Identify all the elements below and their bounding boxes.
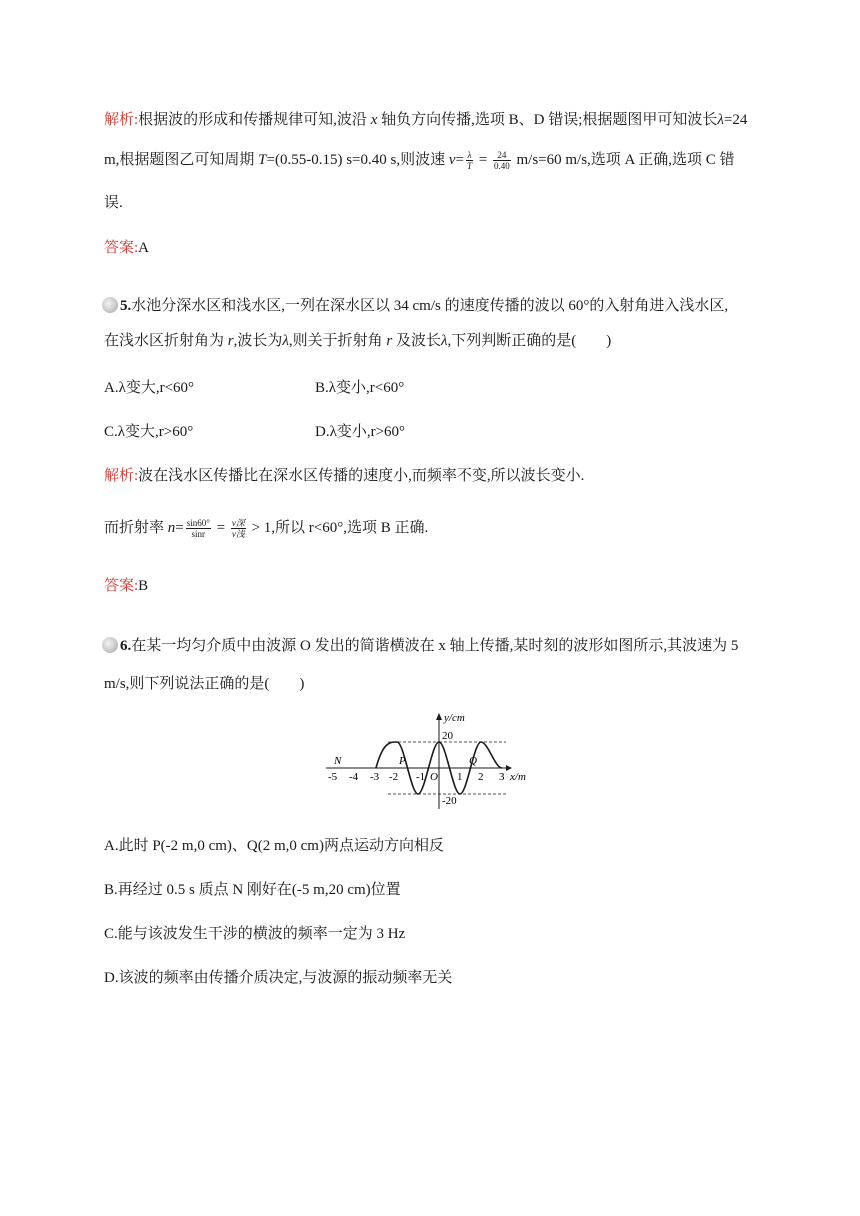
q5-option-d: D.λ变小,r>60° [315,424,406,440]
point-q-label: Q [469,755,477,767]
answer-label: 答案: [104,240,139,256]
q5-analysis-line-1: 解析:波在浅水区传播比在深水区传播的速度小,而频率不变,所以波长变小. [104,468,585,484]
q5-stem-line-1: 5.水池分深水区和浅水区,一列在深水区以 34 cm/s 的速度传播的波以 60°的入射角进入浅水区, [102,296,728,316]
q6-stem-line-1: 6.在某一均匀介质中由波源 O 发出的简谐横波在 x 轴上传播,某时刻的波形如图所示,其波速为 5 [102,636,738,656]
question-bullet-icon [102,297,118,313]
fraction-v-deep-over-v-shallow: $\frac{\text{v深}}{\text{v浅}}$ [231,518,245,540]
wave-figure [326,711,546,811]
q5-analysis-line-2: 而折射率 n= $\frac{\sin 60^\circ}{\sin r}$ = $\frac{\text{v深}}{\text{v浅}}$ > 1,所以 r<60°,选项 B 正确. [104,518,429,540]
q6-option-a: A.此时 P(-2 m,0 cm)、Q(2 m,0 cm)两点运动方向相反 [104,838,444,854]
x-tick-2: 2 [478,771,484,783]
question-bullet-icon [102,637,118,653]
y-tick-20: 20 [442,730,453,742]
q6-stem-line-2: m/s,则下列说法正确的是( ) [104,676,305,692]
x-tick-minus-1: -1 [416,771,426,783]
x-axis-label: x/m [510,771,526,783]
y-tick-minus-20: -20 [442,795,457,807]
q4-analysis-line-1: 解析:根据波的形成和传播规律可知,波沿 x 轴负方向传播,选项 B、D 错误;根据题图甲可知波长λ=24 [104,112,748,128]
x-tick-3: 3 [499,771,505,783]
q6-option-c: C.能与该波发生干涉的横波的频率一定为 3 Hz [104,926,406,942]
x-tick-1: 1 [457,771,463,783]
q5-answer: 答案:B [104,578,149,594]
x-tick-minus-2: -2 [389,771,399,783]
q4-answer: 答案:A [104,240,150,256]
analysis-label: 解析: [104,468,139,484]
q5-option-a: A.λ变大,r<60° [104,380,195,396]
x-tick-minus-4: -4 [349,771,359,783]
fraction-sin60-over-sinr: $\frac{\sin 60^\circ}{\sin r}$ [186,518,210,540]
y-axis-label: y/cm [444,712,465,724]
point-n-label: N [334,755,342,767]
x-tick-minus-5: -5 [328,771,338,783]
analysis-label: 解析: [104,112,139,128]
q5-option-c: C.λ变大,r>60° [104,424,194,440]
q4-analysis-line-3: 误. [104,195,123,211]
q4-analysis-line-2: m,根据题图乙可知周期 T=(0.55-0.15) s=0.40 s,则波速 v= $\frac{\lambda}{T}$ = $\frac{24}{0.40}$ m/s=60 m/s,选项 A 正确,选项 C 错 [104,150,735,172]
answer-label: 答案: [104,578,139,594]
x-tick-minus-3: -3 [370,771,380,783]
point-p-label: P [399,755,406,767]
q5-option-b: B.λ变小,r<60° [315,380,405,396]
y-axis-arrow-icon [436,713,442,720]
q6-option-b: B.再经过 0.5 s 质点 N 刚好在(-5 m,20 cm)位置 [104,882,401,898]
fraction-lambda-over-T: $\frac{\lambda}{T}$ [467,150,473,172]
origin-label: O [430,771,438,783]
fraction-24-over-040: $\frac{24}{0.40}$ [493,150,510,172]
q6-option-d: D.该波的频率由传播介质决定,与波源的振动频率无关 [104,970,453,986]
q5-stem-line-2: 在浅水区折射角为 r,波长为λ,则关于折射角 r 及波长λ,下列判断正确的是( ) [104,333,612,349]
